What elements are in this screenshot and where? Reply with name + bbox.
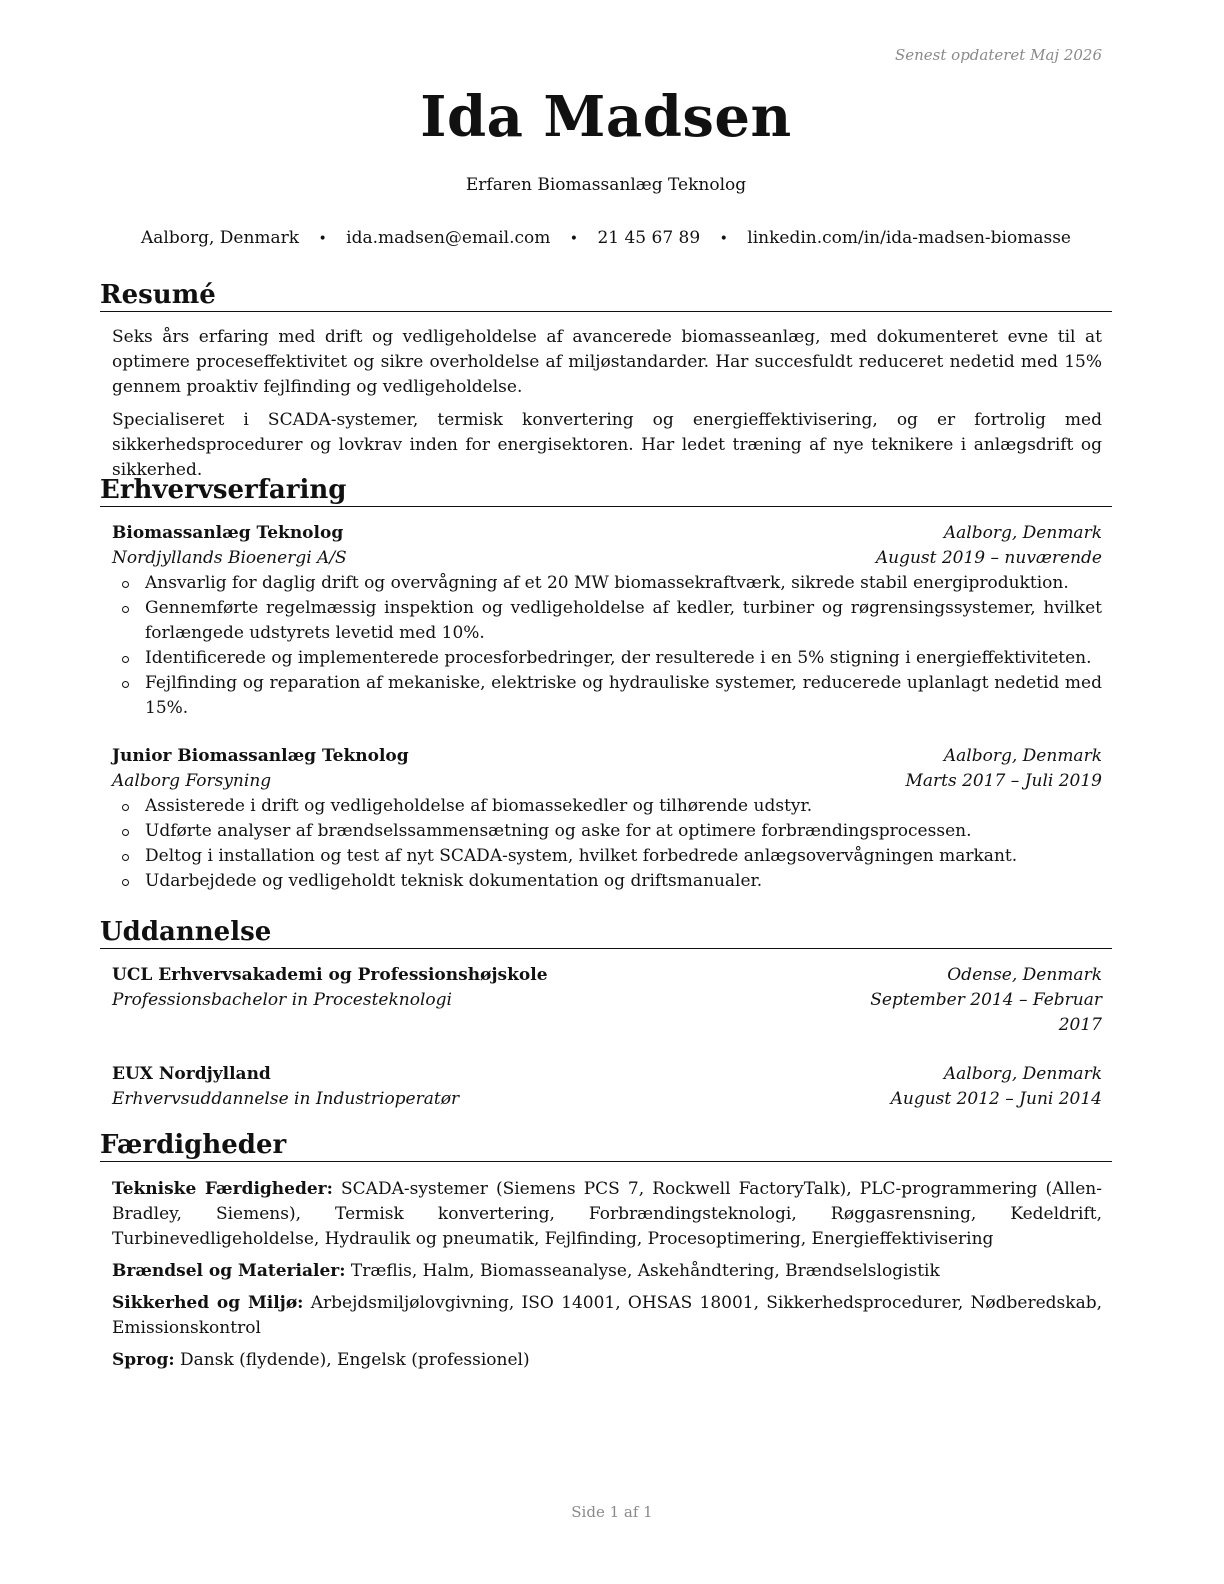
- list-item: Identificerede og implementerede procesforbedringer, der resulterede i en 5% stigning i energieffektiviteten.: [145, 646, 1102, 671]
- degree: Erhvervsuddannelse in Industrioperatør: [112, 1089, 460, 1109]
- list-item: Ansvarlig for daglig drift og overvågning af et 20 MW biomassekraftværk, sikrede stabil energiproduktion.: [145, 571, 1102, 596]
- job-entry: [100, 521, 1112, 721]
- education-section: [100, 917, 1112, 1112]
- job-role: Junior Biomassanlæg Teknolog: [112, 746, 409, 766]
- contact-linkedin[interactable]: linkedin.com/in/ida-madsen-biomasse: [747, 228, 1071, 248]
- skill-group: [112, 1177, 1102, 1252]
- candidate-name: Ida Madsen: [420, 84, 792, 150]
- section-title: Færdigheder: [100, 1130, 1112, 1162]
- contact-phone: 21 45 67 89: [597, 228, 701, 248]
- education-entry: [100, 1062, 1112, 1112]
- experience-section: [100, 475, 1112, 894]
- skills-section: [100, 1130, 1112, 1373]
- contact-email[interactable]: ida.madsen@email.com: [346, 228, 551, 248]
- job-dates: Marts 2017 – Juli 2019: [905, 771, 1102, 791]
- skill-label: Sprog:: [112, 1350, 175, 1370]
- job-company: Aalborg Forsyning: [112, 771, 272, 791]
- skill-group: [112, 1259, 1102, 1284]
- summary-paragraph: Specialiseret i SCADA-systemer, termisk konvertering og energieffektivisering, og er fortrolig med sikkerhedsprocedurer og lovkrav inden for energisektoren. Har ledet træning af nye teknikere i anlægsdrift og sikkerhed.: [112, 410, 1102, 480]
- page-number: Side 1 af 1: [571, 1503, 653, 1521]
- section-title: Erhvervserfaring: [100, 475, 1112, 507]
- contact-line: [100, 228, 1112, 248]
- job-company: Nordjyllands Bioenergi A/S: [112, 548, 347, 568]
- education-dates: August 2012 – Juni 2014: [890, 1089, 1102, 1109]
- list-item: Assisterede i drift og vedligeholdelse af biomassekedler og tilhørende udstyr.: [145, 794, 1102, 819]
- skill-label: Brændsel og Materialer:: [112, 1261, 346, 1281]
- skill-text: SCADA-systemer (Siemens PCS 7, Rockwell FactoryTalk), PLC-programmering (Allen-Bradley, Siemens), Termisk konvertering, Forbrændingsteknologi, Røggasrensning, Kedeldrift, Turbinevedligeholdelse, Hydraulik og pneumatik, Fejlfinding, Procesoptimering, Energieffektivisering: [112, 1179, 1102, 1249]
- job-bullets: [112, 571, 1102, 721]
- education-entry: [100, 963, 1112, 1038]
- school-location: Odense, Denmark: [947, 965, 1102, 985]
- job-role: Biomassanlæg Teknolog: [112, 523, 344, 543]
- skill-group: [112, 1291, 1102, 1341]
- summary-paragraph: Seks års erfaring med drift og vedligeholdelse af avancerede biomasseanlæg, med dokumenteret evne til at optimere proceseffektivitet og sikre overholdelse af miljøstandarder. Har succesfuldt reduceret nedetid med 15% gennem proaktiv fejlfinding og vedligeholdelse.: [112, 327, 1102, 397]
- school-name: EUX Nordjylland: [112, 1064, 271, 1084]
- skill-group: [112, 1348, 1102, 1373]
- summary-section: [100, 280, 1112, 483]
- job-location: Aalborg, Denmark: [943, 746, 1102, 766]
- list-item: Fejlfinding og reparation af mekaniske, elektriske og hydrauliske systemer, reducerede uplanlagt nedetid med 15%.: [145, 671, 1102, 721]
- degree: Professionsbachelor in Procesteknologi: [112, 990, 452, 1010]
- school-name: UCL Erhvervsakademi og Professionshøjskole: [112, 965, 548, 985]
- skill-text: Træflis, Halm, Biomasseanalyse, Askehåndtering, Brændselslogistik: [350, 1261, 940, 1281]
- bullet-separator: •: [569, 231, 579, 247]
- skill-text: Arbejdsmiljølovgivning, ISO 14001, OHSAS 18001, Sikkerhedsprocedurer, Nødberedskab, Emissionskontrol: [112, 1293, 1102, 1338]
- education-dates: September 2014 – Februar 2017: [870, 990, 1102, 1035]
- last-updated: Senest opdateret Maj 2026: [894, 46, 1102, 64]
- section-title: Resumé: [100, 280, 1112, 312]
- bullet-separator: •: [318, 231, 327, 247]
- school-location: Aalborg, Denmark: [943, 1064, 1102, 1084]
- resume-page: [100, 0, 1112, 1584]
- skill-label: Tekniske Færdigheder:: [112, 1179, 333, 1199]
- section-title: Uddannelse: [100, 917, 1112, 949]
- job-title: Erfaren Biomassanlæg Teknolog: [465, 175, 747, 195]
- list-item: Udarbejdede og vedligeholdt teknisk dokumentation og driftsmanualer.: [145, 869, 1102, 894]
- job-entry: [100, 744, 1112, 894]
- skill-text: Dansk (flydende), Engelsk (professionel): [180, 1350, 530, 1370]
- job-dates: August 2019 – nuværende: [875, 548, 1102, 568]
- list-item: Deltog i installation og test af nyt SCADA-system, hvilket forbedrede anlægsovervågningen markant.: [145, 844, 1102, 869]
- list-item: Gennemførte regelmæssig inspektion og vedligeholdelse af kedler, turbiner og røgrensingssystemer, hvilket forlængede udstyrets levetid med 10%.: [145, 596, 1102, 646]
- job-bullets: [112, 794, 1102, 894]
- list-item: Udførte analyser af brændselssammensætning og aske for at optimere forbrændingsprocessen.: [145, 819, 1102, 844]
- skill-label: Sikkerhed og Miljø:: [112, 1293, 304, 1313]
- job-location: Aalborg, Denmark: [943, 523, 1102, 543]
- bullet-separator: •: [719, 231, 728, 247]
- contact-location: Aalborg, Denmark: [140, 228, 300, 248]
